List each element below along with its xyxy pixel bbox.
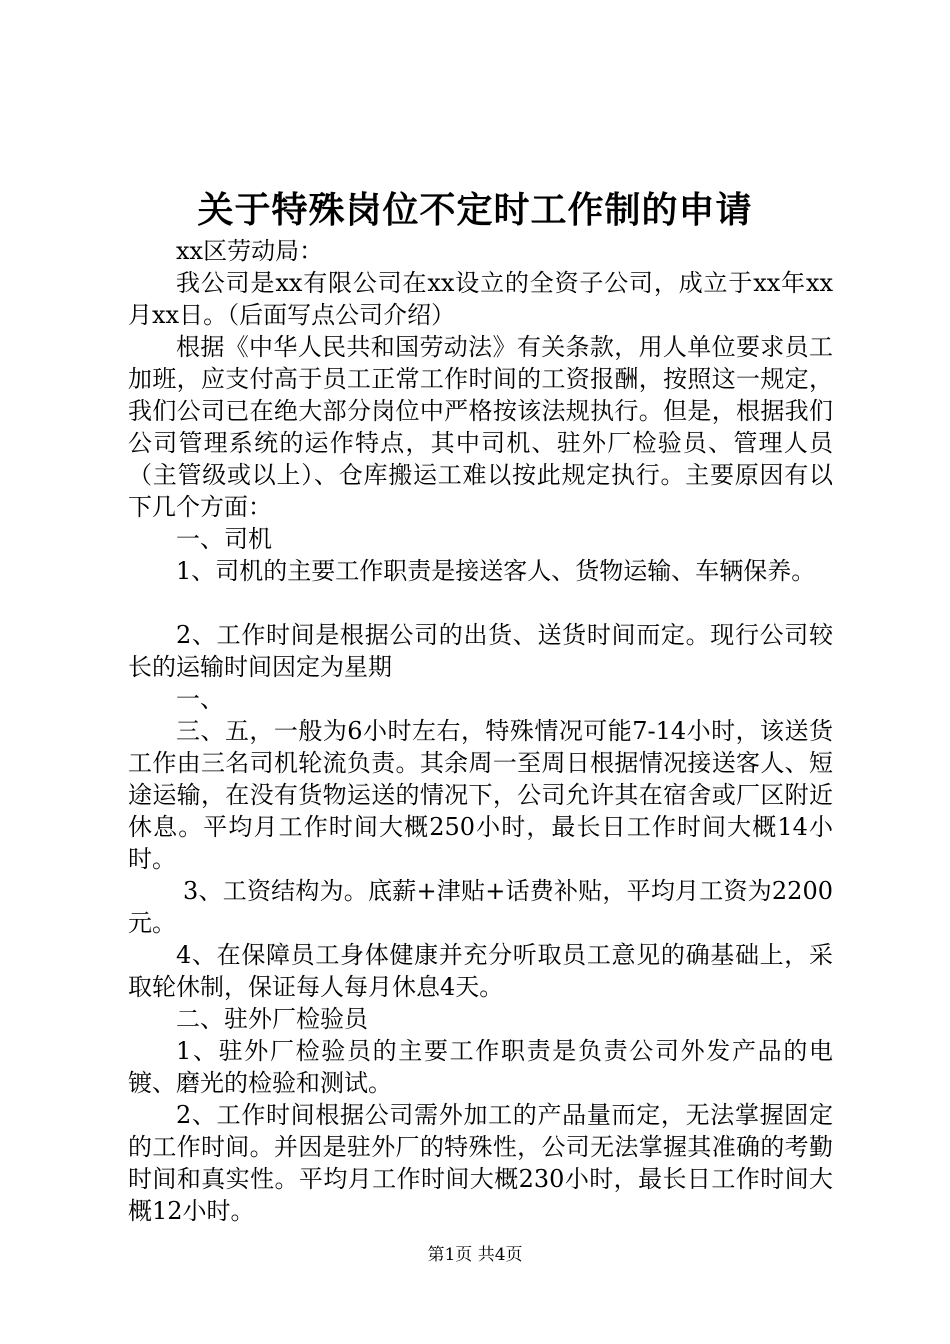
blank-line	[128, 587, 833, 619]
paragraph-driver-wage: 3、工资结构为。底薪+津贴+话费补贴，平均月工资为2200元。	[128, 877, 833, 937]
paragraph-company-intro: 我公司是xx有限公司在xx设立的全资子公司，成立于xx年xx月xx日。（后面写点公司介绍）	[128, 269, 833, 329]
paragraph-fragment: 一、	[176, 685, 224, 713]
paragraph-driver-hours: 2、工作时间是根据公司的出货、送货时间而定。现行公司较长的运输时间因定为星期	[128, 621, 833, 681]
section-heading-inspector: 二、驻外厂检验员	[176, 1005, 368, 1033]
paragraph-labor-law: 根据《中华人民共和国劳动法》有关条款，用人单位要求员工加班，应支付高于员工正常工作时间的工资报酬，按照这一规定，我们公司已在绝大部分岗位中严格按该法规执行。但是，根据我们公司管理系统的运作特点，其中司机、驻外厂检验员、管理人员（主管级或以上）、仓库搬运工难以按此规定执行。主要原因有以下几个方面：	[128, 333, 833, 521]
document-title: 关于特殊岗位不定时工作制的申请	[197, 189, 753, 231]
paragraph-inspector-hours: 2、工作时间根据公司需外加工的产品量而定，无法掌握固定的工作时间。并因是驻外厂的特殊性，公司无法掌握其准确的考勤时间和真实性。平均月工作时间大概230小时，最长日工作时间大概12小时。	[128, 1101, 833, 1225]
document-body	[128, 235, 833, 1227]
paragraph-inspector-duties: 1、驻外厂检验员的主要工作职责是负责公司外发产品的电镀、磨光的检验和测试。	[128, 1037, 833, 1097]
addressee-line: xx区劳动局：	[176, 237, 324, 265]
paragraph-driver-rest: 4、在保障员工身体健康并充分听取员工意见的确基础上，采取轮休制，保证每人每月休息4天。	[128, 941, 833, 1001]
section-heading-driver: 一、司机	[176, 525, 272, 553]
paragraph-driver-schedule: 三、五，一般为6小时左右，特殊情况可能7-14小时，该送货工作由三名司机轮流负责。其余周一至周日根据情况接送客人、短途运输，在没有货物运送的情况下，公司允许其在宿舍或厂区附近休息。平均月工作时间大概250小时，最长日工作时间大概14小时。	[128, 717, 833, 873]
page-number-footer: 第1页 共4页	[427, 1245, 523, 1265]
paragraph-driver-duties: 1、司机的主要工作职责是接送客人、货物运输、车辆保养。	[176, 557, 816, 585]
